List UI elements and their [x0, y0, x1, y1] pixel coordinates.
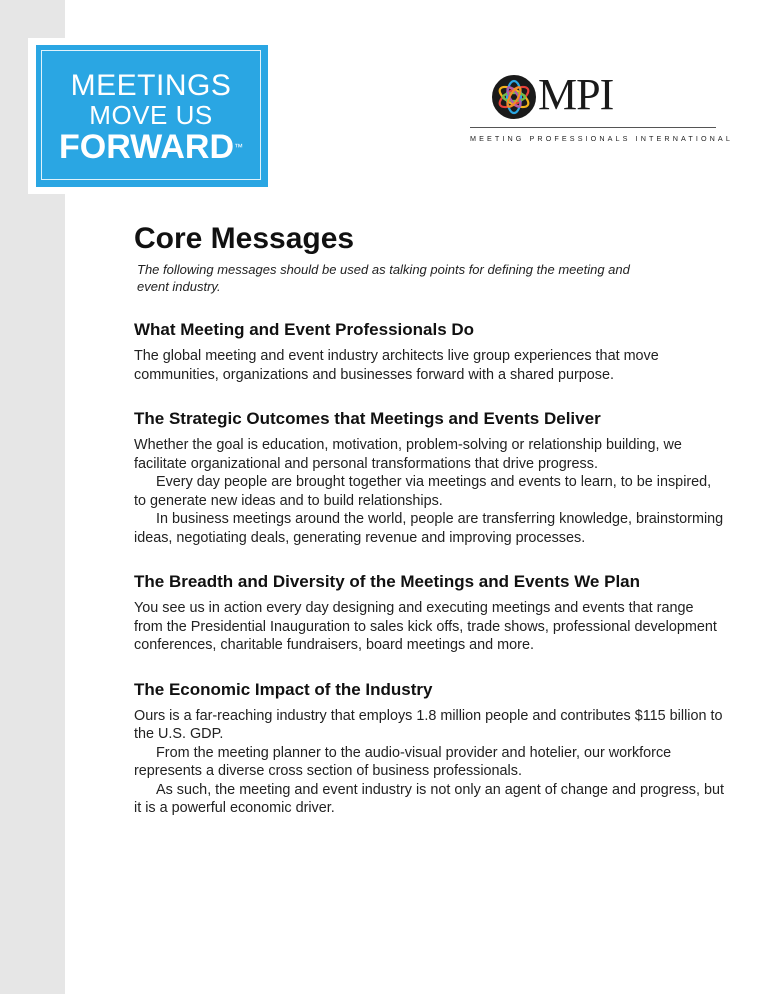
section-paragraph: Ours is a far-reaching industry that employs 1.8 million people and contributes $115 billion to the U.S. GDP. — [134, 707, 723, 742]
brand-divider — [470, 127, 716, 128]
section-strategic-outcomes — [134, 408, 724, 547]
section-what-professionals-do — [134, 319, 724, 384]
section-economic-impact — [134, 679, 724, 818]
section-paragraph: Every day people are brought together via meetings and events to learn, to be inspired, to generate new ideas and to build relationships. — [134, 474, 712, 509]
mpi-wordmark: MPI — [538, 70, 614, 119]
section-paragraph: You see us in action every day designing and executing meetings and events that range from the Presidential Inauguration to sales kick offs, trade shows, professional development conferences, charitable fundraisers, board meetings and more. — [134, 600, 717, 653]
document-body — [134, 222, 724, 818]
page-title: Core Messages — [134, 222, 355, 255]
section-paragraph: From the meeting planner to the audio-visual provider and hotelier, our workforce represents a diverse cross section of business professionals. — [134, 744, 672, 779]
logo-line-3 — [42, 129, 260, 165]
section-paragraph: As such, the meeting and event industry is not only an agent of change and progress, but it is a powerful economic driver. — [134, 781, 724, 816]
campaign-logo-text — [41, 50, 261, 180]
section-paragraph: The global meeting and event industry architects live group experiences that move communities, organizations and businesses forward with a shared purpose. — [134, 348, 659, 383]
logo-line-1: MEETINGS — [70, 69, 232, 102]
section-breadth-diversity — [134, 571, 724, 655]
page-intro: The following messages should be used as talking points for defining the meeting and event industry. — [137, 262, 630, 294]
logo-line-2: MOVE US — [89, 100, 213, 130]
logo-line-3-text: FORWARD — [58, 128, 235, 166]
section-title: The Economic Impact of the Industry — [134, 679, 433, 699]
section-paragraph: Whether the goal is education, motivation, problem-solving or relationship building, we facilitate organizational and personal transformations that drive progress. — [134, 437, 682, 472]
globe-icon — [492, 75, 536, 119]
brand-tagline: MEETING PROFESSIONALS INTERNATIONAL — [470, 134, 733, 143]
section-title: The Strategic Outcomes that Meetings and Events Deliver — [134, 409, 601, 428]
section-title: What Meeting and Event Professionals Do — [134, 320, 475, 339]
section-paragraph: In business meetings around the world, people are transferring knowledge, brainstorming ideas, negotiating deals, generating revenue and improving processes. — [134, 511, 724, 546]
logo-trademark: ™ — [234, 142, 244, 152]
section-title: The Breadth and Diversity of the Meetings and Events We Plan — [134, 572, 641, 591]
